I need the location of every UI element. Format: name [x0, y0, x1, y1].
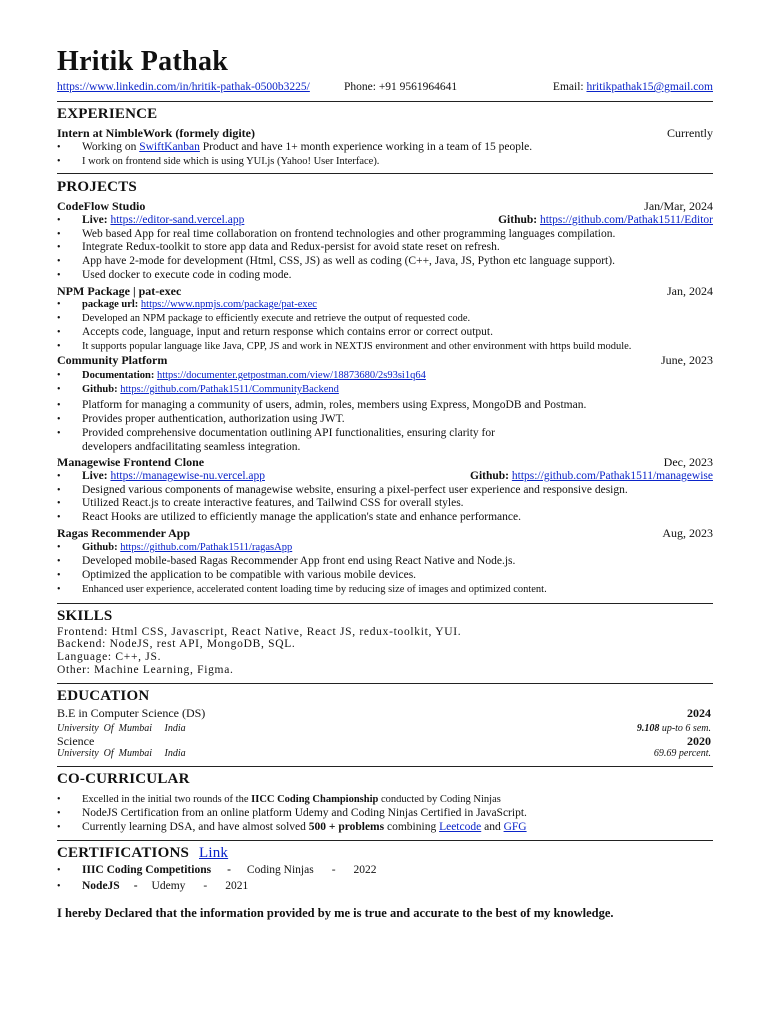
experience-role: Intern at NimbleWork (formely digite)	[57, 126, 255, 140]
project-date: Dec, 2023	[663, 455, 713, 469]
university: University Of Mumbai India	[57, 723, 186, 734]
project-title-row	[57, 199, 713, 213]
project-name: NPM Package | pat-exec	[57, 284, 182, 298]
project-title-row	[57, 353, 713, 367]
divider	[57, 173, 713, 174]
divider	[57, 683, 713, 684]
linkedin-link[interactable]: https://www.linkedin.com/in/hritik-pathak-0500b3225/	[57, 81, 310, 93]
education-row	[57, 734, 711, 749]
email-label: Email:	[552, 81, 587, 93]
project-name: Managewise Frontend Clone	[57, 455, 205, 469]
email-link[interactable]: hritikpathak15@gmail.com	[586, 81, 713, 93]
year: 2020	[687, 734, 711, 748]
live-link[interactable]: https://editor-sand.vercel.app	[110, 214, 245, 226]
project-name: Ragas Recommender App	[57, 526, 191, 540]
divider	[57, 840, 713, 841]
swiftkanban-link[interactable]: SwiftKanban	[139, 141, 200, 153]
education-sub-row	[57, 748, 711, 759]
projects-heading: PROJECTS	[57, 179, 137, 195]
certifications-link[interactable]: Link	[198, 845, 229, 861]
project-title-row	[57, 526, 713, 540]
leetcode-link[interactable]: Leetcode	[439, 821, 482, 833]
github-link[interactable]: https://github.com/Pathak1511/ragasApp	[120, 542, 293, 553]
divider	[57, 101, 713, 102]
education-sub-row	[57, 723, 711, 734]
project-date: June, 2023	[661, 353, 713, 367]
education-row	[57, 706, 711, 721]
project-date: Aug, 2023	[662, 526, 713, 540]
skill-line: Other: Machine Learning, Figma.	[57, 664, 234, 676]
score: 69.69 percent.	[653, 748, 711, 759]
degree: Science	[57, 734, 95, 748]
divider	[57, 603, 713, 604]
project-name: CodeFlow Studio	[57, 199, 146, 213]
project-date: Jan/Mar, 2024	[644, 199, 713, 213]
degree: B.E in Computer Science (DS)	[57, 706, 206, 720]
project-title-row	[57, 455, 713, 469]
documentation-link[interactable]: https://documenter.getpostman.com/view/18873680/2s93si1q64	[156, 370, 426, 381]
education-heading: EDUCATION	[57, 688, 150, 704]
github-link[interactable]: https://github.com/Pathak1511/CommunityBackend	[120, 384, 339, 395]
experience-role-row	[57, 126, 713, 140]
phone-text: Phone: +91 9561964641	[344, 81, 458, 93]
skill-line: Language: C++, JS.	[57, 651, 162, 663]
experience-heading: EXPERIENCE	[57, 106, 158, 122]
cocurricular-heading: CO-CURRICULAR	[57, 771, 190, 787]
skill-line: Backend: NodeJS, rest API, MongoDB, SQL.	[57, 638, 296, 650]
npm-link[interactable]: https://www.npmjs.com/package/pat-exec	[140, 299, 317, 310]
declaration: I hereby Declared that the information provided by me is true and accurate to the best of my knowledge.	[57, 906, 614, 920]
skill-line: Frontend: Html CSS, Javascript, React Native, React JS, redux-toolkit, YUI.	[57, 626, 462, 638]
divider	[57, 766, 713, 767]
certifications-heading: CERTIFICATIONS Link	[57, 845, 229, 861]
university: University Of Mumbai India	[57, 748, 186, 759]
email-block	[532, 81, 713, 93]
year: 2024	[687, 706, 711, 720]
contact-line	[57, 81, 713, 93]
gfg-link[interactable]: GFG	[503, 821, 527, 833]
project-title-row	[57, 284, 713, 298]
score: 9.108 up-to 6 sem.	[636, 723, 711, 734]
project-name: Community Platform	[57, 353, 168, 367]
github-link[interactable]: https://github.com/Pathak1511/Editor	[539, 214, 713, 226]
experience-when: Currently	[667, 126, 713, 140]
candidate-name: Hritik Pathak	[57, 46, 229, 77]
github-link[interactable]: https://github.com/Pathak1511/managewise	[511, 470, 713, 482]
live-link[interactable]: https://managewise-nu.vercel.app	[110, 470, 265, 482]
skills-heading: SKILLS	[57, 608, 113, 624]
project-date: Jan, 2024	[667, 284, 713, 298]
